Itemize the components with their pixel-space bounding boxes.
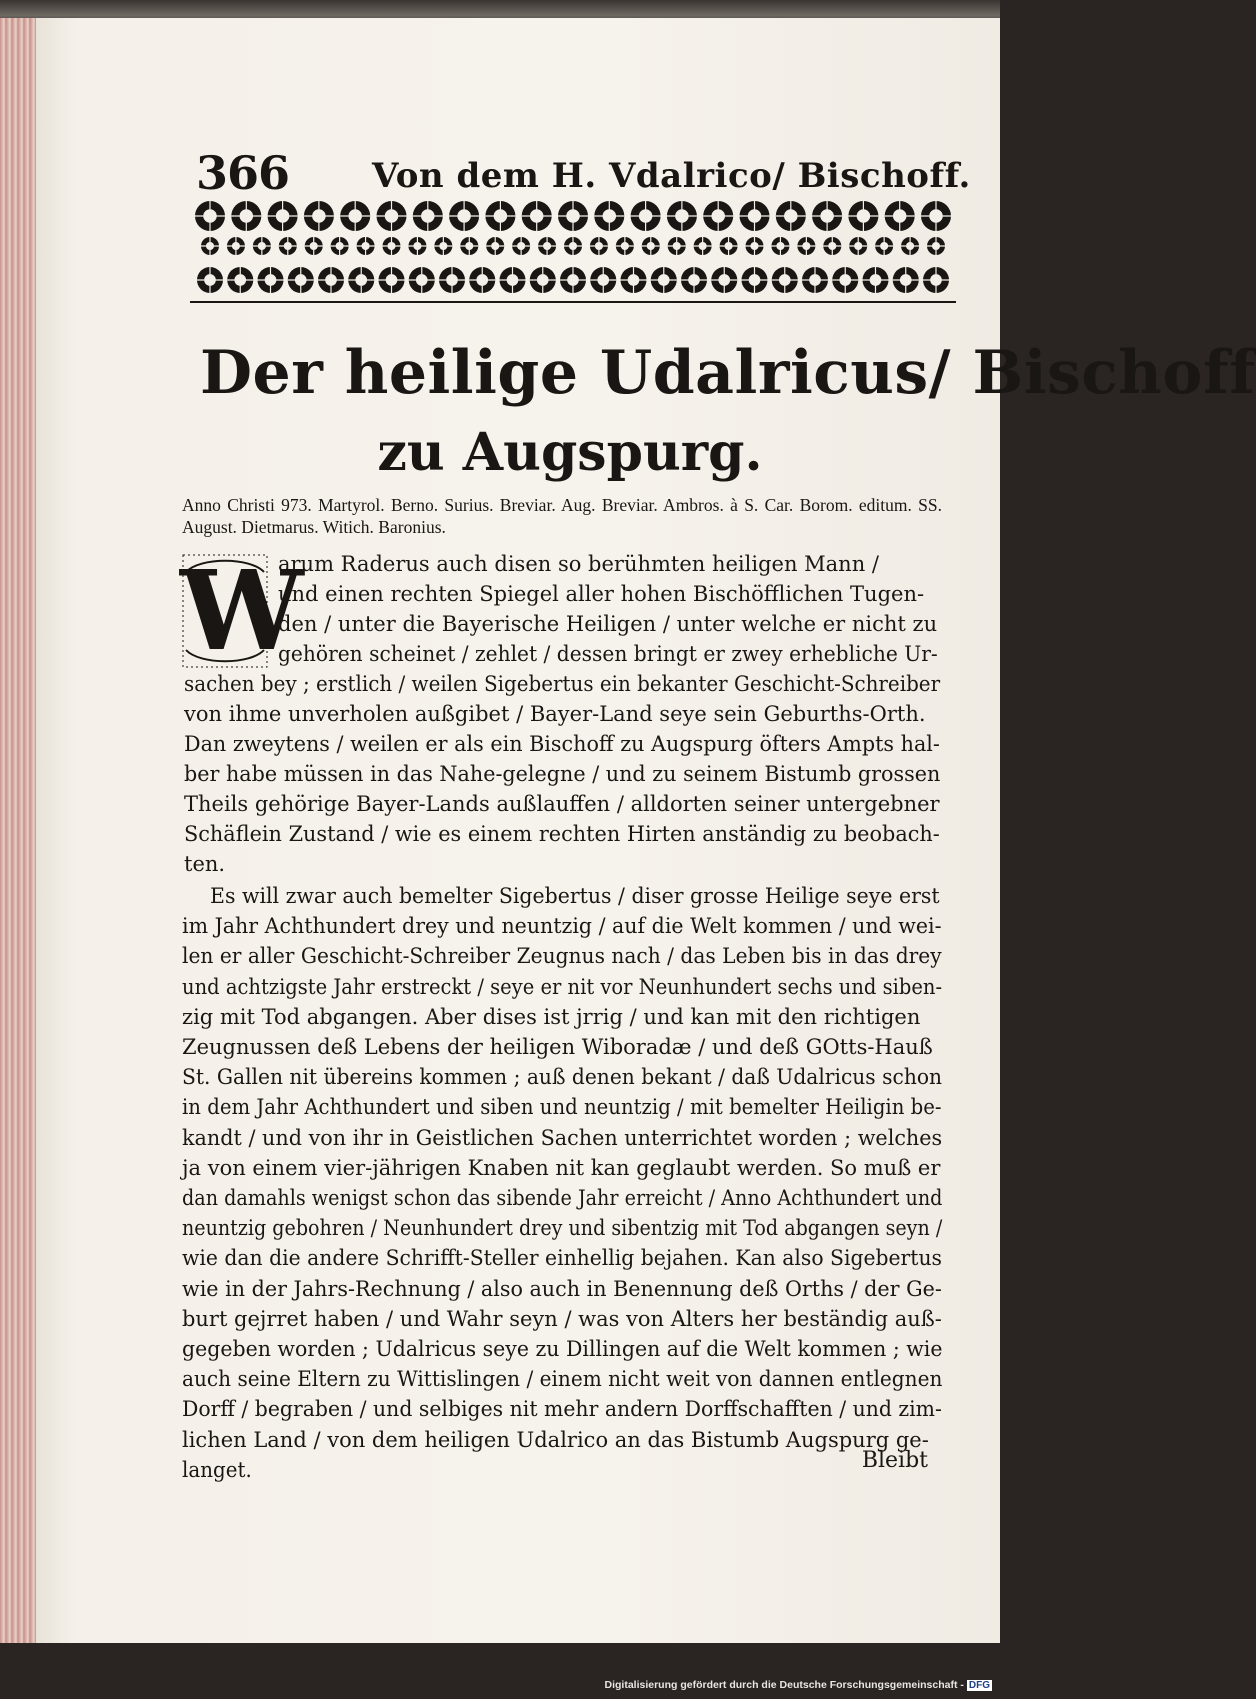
ornament-flower-icon [558, 201, 588, 231]
ornament-flower-icon [832, 267, 858, 293]
text-line: zig mit Tod abgangen. Aber dises ist jrrig / und kan mit den richtigen [182, 1004, 921, 1029]
ornament-flower-icon [681, 267, 707, 293]
ornament-flower-icon [409, 267, 435, 293]
ornament-flower-icon [560, 267, 586, 293]
ornament-flower-icon [667, 201, 697, 231]
text-line: Es will zwar auch bemelter Sigebertus / diser grosse Heilige seye erst [210, 884, 940, 908]
page-edges-stack [0, 18, 36, 1643]
ornament-flower-icon [885, 201, 915, 231]
ornament-flower-icon [711, 267, 737, 293]
footer-credit-text: Digitalisierung gefördert durch die Deutsche Forschungsgemeinschaft - [604, 1679, 964, 1691]
ornament-flower-icon [485, 201, 515, 231]
show-through-bleed [720, 140, 980, 1440]
ornament-flower-icon [383, 237, 401, 255]
ornament-flower-icon [694, 237, 712, 255]
ornament-flower-icon [408, 237, 426, 255]
text-line: Dan zweytens / weilen er als ein Bischoff zu Augspurg öfters Ampts hal- [184, 732, 940, 756]
ornament-flower-icon [258, 267, 284, 293]
text-line: und einen rechten Spiegel aller hohen Bischöfflichen Tugen- [278, 582, 925, 606]
ornament-flower-icon [642, 237, 660, 255]
ornament-flower-icon [863, 267, 889, 293]
ornament-flower-icon [318, 267, 344, 293]
page-number: 366 [196, 146, 290, 200]
title-line-2: zu Augspurg. [377, 422, 763, 483]
text-line: wie dan die andere Schrifft-Steller einhellig bejahen. Kan also Sigebertus [182, 1246, 942, 1271]
text-line: Theils gehörige Bayer-Lands außlauffen / alldorten seiner untergebner [184, 792, 940, 816]
text-line: auch seine Eltern zu Wittislingen / einem nicht weit von dannen entlegnen [182, 1367, 943, 1392]
ornament-flower-icon [486, 237, 504, 255]
text-line: ja von einem vier-jährigen Knaben nit kan geglaubt werden. So muß er [182, 1155, 941, 1180]
text-line: von ihme unverholen außgibet / Bayer-Land seye sein Geburths-Orth. [184, 702, 926, 726]
footer-credit [605, 1679, 993, 1691]
ornament-flower-icon [651, 267, 677, 293]
text-line: ten. [184, 852, 226, 876]
dropcap-initial [180, 546, 304, 675]
ornament-flower-icon [742, 267, 768, 293]
text-line: kandt / und von ihr in Geistlichen Sachen unterrichtet worden ; welches [182, 1125, 943, 1150]
text-line: dan damahls wenigst schon das sibende Jahr erreicht / Anno Achthundert und [182, 1186, 943, 1210]
text-line: burt gejrret haben / und Wahr seyn / was von Alters her beständig auß- [182, 1306, 942, 1331]
ornament-flower-icon [512, 237, 530, 255]
title-line-1: Der heilige Udalricus/ Bischoff [200, 338, 1256, 408]
ornament-flower-icon [720, 237, 738, 255]
source-note: Anno Christi 973. Martyrol. Berno. Surius. Breviar. Aug. Breviar. Ambros. à S. Car. Borom. editum. SS. August. Dietmarus. Witich. Baronius. [182, 495, 942, 537]
text-line: Zeugnussen deß Lebens der heiligen Wiboradæ / und deß GOtts-Hauß [182, 1035, 933, 1059]
ornament-flower-icon [616, 237, 634, 255]
text-line: lichen Land / von dem heiligen Udalrico an das Bistumb Augspurg ge- [182, 1427, 929, 1452]
text-line: Schäflein Zustand / wie es einem rechten Hirten anständig zu beobach- [184, 822, 940, 846]
text-line: St. Gallen nit übereins kommen ; auß denen bekant / daß Udalricus schon [182, 1065, 943, 1090]
ornament-flower-icon [469, 267, 495, 293]
text-line: sachen bey ; erstlich / weilen Sigebertus ein bekanter Geschicht-Schreiber [184, 672, 941, 696]
ornament-flower-icon [590, 267, 616, 293]
ornament-flower-icon [379, 267, 405, 293]
ornament-flower-icon [377, 201, 407, 231]
text-line: gehören scheinet / zehlet / dessen bringt er zwey erhebliche Ur- [278, 642, 938, 666]
ornament-flower-icon [594, 201, 624, 231]
text-line: langet. [182, 1457, 252, 1482]
ornament-flower-icon [279, 237, 297, 255]
ornament-flower-icon [195, 201, 225, 231]
ornament-flower-icon [823, 237, 841, 255]
ornament-flower-icon [227, 267, 253, 293]
ornament-flower-icon [305, 237, 323, 255]
ornament-flower-icon [921, 201, 951, 231]
text-line: den / unter die Bayerische Heiligen / unter welche er nicht zu [278, 612, 938, 636]
ornament-flower-icon [304, 201, 334, 231]
ornament-flower-icon [434, 237, 452, 255]
ornament-flower-icon [227, 237, 245, 255]
text-line: wie in der Jahrs-Rechnung / also auch in Benennung deß Orths / der Ge- [182, 1276, 942, 1301]
ornament-flower-icon [776, 201, 806, 231]
ornament-flower-icon [253, 237, 271, 255]
ornament-flower-icon [413, 201, 443, 231]
text-line: gegeben worden ; Udalricus seye zu Dillingen auf die Welt kommen ; wie [182, 1337, 943, 1361]
text-line: len er aller Geschicht-Schreiber Zeugnus nach / das Leben bis in das drey [182, 944, 942, 969]
ornament-flower-icon [268, 201, 298, 231]
text-line: in dem Jahr Achthundert und siben und neuntzig / mit bemelter Heiligin be- [182, 1095, 942, 1120]
ornament-flower-icon [927, 237, 945, 255]
ornament-flower-icon [197, 267, 223, 293]
ornament-flower-icon [901, 237, 919, 255]
ornament-flower-icon [771, 237, 789, 255]
text-line: ber habe müssen in das Nahe-gelegne / und zu seinem Bistumb grossen [184, 762, 941, 786]
ornament-flower-icon [740, 201, 770, 231]
ornament-flower-icon [893, 267, 919, 293]
ornament-flower-icon [357, 237, 375, 255]
ornament-flower-icon [923, 267, 949, 293]
ornament-flower-icon [849, 237, 867, 255]
ornament-flower-icon [522, 201, 552, 231]
ornament-flower-icon [564, 237, 582, 255]
ornament-flower-icon [340, 201, 370, 231]
ornament-flower-icon [703, 201, 733, 231]
ornament-flower-icon [848, 201, 878, 231]
ornament-flower-icon [449, 201, 479, 231]
catchword: Bleibt [861, 1448, 928, 1473]
text-line: und achtzigste Jahr erstreckt / seye er nit vor Neunhundert sechs und siben- [182, 974, 943, 999]
ornament-flower-icon [802, 267, 828, 293]
ornament-flower-icon [500, 267, 526, 293]
text-line: im Jahr Achthundert drey und neuntzig / auf die Welt kommen / und wei- [182, 914, 942, 939]
ornament-flower-icon [621, 267, 647, 293]
ornament-flower-icon [631, 201, 661, 231]
ornament-flower-icon [538, 237, 556, 255]
ornament-flower-icon [797, 237, 815, 255]
ornament-flower-icon [231, 201, 261, 231]
ornament-flower-icon [331, 237, 349, 255]
dropcap-letter: W [180, 546, 304, 675]
ornament-flower-icon [772, 267, 798, 293]
footer-bar [0, 1643, 1000, 1699]
running-head: Von dem H. Vdalrico/ Bischoff. [372, 156, 971, 196]
ornament-flower-icon [875, 237, 893, 255]
ornament-flower-icon [288, 267, 314, 293]
ornament-flower-icon [812, 201, 842, 231]
ornament-flower-icon [668, 237, 686, 255]
ornament-flower-icon [439, 267, 465, 293]
text-line: neuntzig gebohren / Neunhundert drey und sibentzig mit Tod abgangen seyn / [182, 1216, 943, 1241]
ornament-flower-icon [590, 237, 608, 255]
dfg-logo: DFG [968, 1680, 990, 1691]
ornament-flower-icon [530, 267, 556, 293]
ornament-flower-icon [348, 267, 374, 293]
ornament-flower-icon [746, 237, 764, 255]
text-line: arum Raderus auch disen so berühmten heiligen Mann / [278, 552, 879, 576]
ornamental-border [190, 198, 956, 328]
text-line: Dorff / begraben / und selbiges nit mehr andern Dorffschafften / und zim- [182, 1397, 942, 1422]
ornament-flower-icon [460, 237, 478, 255]
ornament-flower-icon [201, 237, 219, 255]
